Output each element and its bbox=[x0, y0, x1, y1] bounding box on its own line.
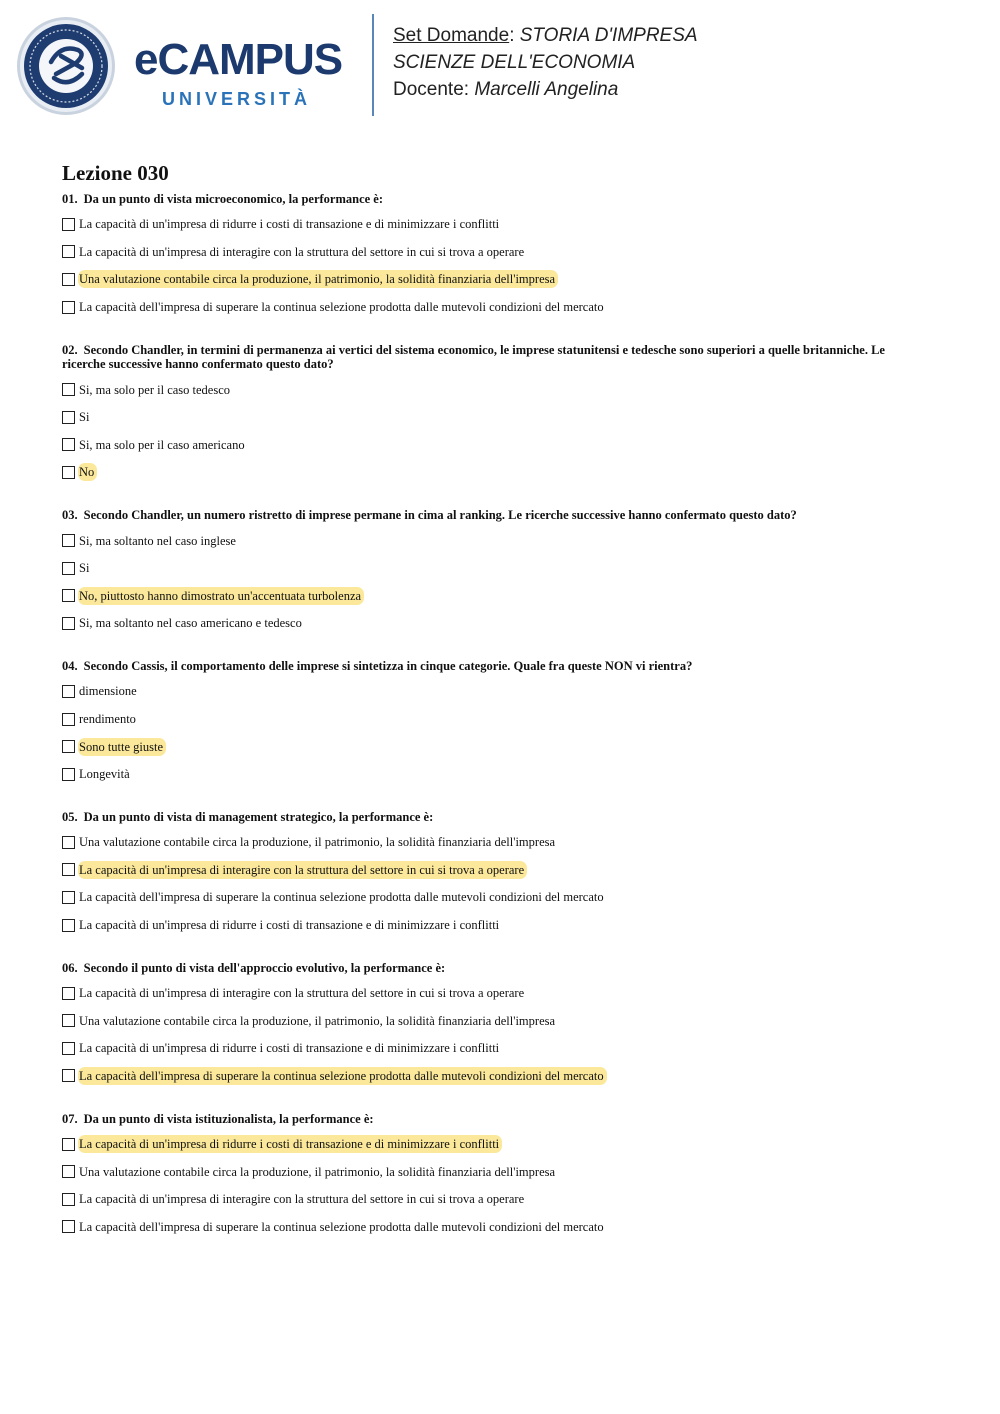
answer-text: Una valutazione contabile circa la produzione, il patrimonio, la solidità finanziaria dell'impresa bbox=[79, 835, 556, 850]
answer-text-highlighted: La capacità dell'impresa di superare la continua selezione prodotta dalle mutevoli condizioni del mercato bbox=[78, 1067, 607, 1085]
checkbox-icon[interactable] bbox=[62, 1014, 75, 1027]
answer-text: Si bbox=[79, 410, 90, 425]
answer-option[interactable] bbox=[62, 911, 942, 939]
question-label: Da un punto di vista microeconomico, la performance è: bbox=[83, 192, 384, 206]
checkbox-icon[interactable] bbox=[62, 562, 75, 575]
answer-option[interactable] bbox=[62, 266, 942, 294]
question-text bbox=[62, 659, 942, 674]
checkbox-icon[interactable] bbox=[62, 438, 75, 451]
checkbox-icon[interactable] bbox=[62, 987, 75, 1000]
question-number: 04. bbox=[62, 659, 78, 674]
checkbox-icon[interactable] bbox=[62, 1193, 75, 1206]
answer-text-highlighted: No bbox=[78, 463, 97, 481]
answer-text-highlighted: Una valutazione contabile circa la produzione, il patrimonio, la solidità finanziaria dell'impresa bbox=[78, 270, 558, 288]
question-number: 03. bbox=[62, 508, 78, 523]
checkbox-icon[interactable] bbox=[62, 740, 75, 753]
answer-option[interactable] bbox=[62, 527, 942, 555]
answer-option[interactable] bbox=[62, 1062, 942, 1090]
answer-option[interactable] bbox=[62, 856, 942, 884]
answer-text-highlighted: No, piuttosto hanno dimostrato un'accentuata turbolenza bbox=[78, 587, 364, 605]
answer-option[interactable] bbox=[62, 733, 942, 761]
question-block bbox=[62, 1112, 942, 1241]
answer-text: La capacità di un'impresa di interagire con la struttura del settore in cui si trova a operare bbox=[79, 1192, 525, 1207]
set-value: STORIA D'IMPRESA bbox=[519, 25, 698, 46]
set-domande-line: Set Domande: STORIA D'IMPRESA bbox=[393, 25, 698, 46]
question-label: Secondo il punto di vista dell'approccio evolutivo, la performance è: bbox=[83, 960, 446, 975]
answer-option[interactable] bbox=[62, 403, 942, 431]
checkbox-icon[interactable] bbox=[62, 863, 75, 876]
universita-wordmark: UNIVERSITÀ bbox=[162, 89, 312, 109]
checkbox-icon[interactable] bbox=[62, 836, 75, 849]
question-block bbox=[62, 343, 942, 486]
answer-text-highlighted: Sono tutte giuste bbox=[78, 738, 166, 756]
ecampus-seal-icon bbox=[16, 16, 116, 116]
answer-text: La capacità dell'impresa di superare la continua selezione prodotta dalle mutevoli condizioni del mercato bbox=[79, 890, 604, 905]
answer-option[interactable] bbox=[62, 582, 942, 610]
set-label: Set Domande bbox=[393, 25, 510, 46]
teacher-name: Marcelli Angelina bbox=[474, 79, 619, 100]
question-block bbox=[62, 508, 942, 637]
question-block bbox=[62, 961, 942, 1090]
question-text bbox=[62, 1112, 942, 1127]
question-text bbox=[62, 192, 942, 207]
answer-text: La capacità di un'impresa di interagire con la struttura del settore in cui si trova a operare bbox=[79, 244, 525, 259]
answer-option[interactable] bbox=[62, 431, 942, 459]
checkbox-icon[interactable] bbox=[62, 1069, 75, 1082]
answer-text: Una valutazione contabile circa la produzione, il patrimonio, la solidità finanziaria dell'impresa bbox=[79, 1013, 556, 1028]
checkbox-icon[interactable] bbox=[62, 589, 75, 602]
answer-text: rendimento bbox=[79, 712, 136, 727]
checkbox-icon[interactable] bbox=[62, 383, 75, 396]
checkbox-icon[interactable] bbox=[62, 273, 75, 286]
question-block bbox=[62, 810, 942, 939]
answer-option[interactable] bbox=[62, 554, 942, 582]
question-label: Da un punto di vista di management strategico, la performance è: bbox=[83, 810, 434, 824]
ecampus-wordmark: eCAMPUS bbox=[134, 35, 343, 84]
answer-text: La capacità di un'impresa di ridurre i costi di transazione e di minimizzare i conflitti bbox=[79, 918, 500, 933]
checkbox-icon[interactable] bbox=[62, 891, 75, 904]
question-text bbox=[62, 810, 942, 825]
checkbox-icon[interactable] bbox=[62, 218, 75, 231]
answer-option[interactable] bbox=[62, 1007, 942, 1035]
checkbox-icon[interactable] bbox=[62, 713, 75, 726]
question-label: Da un punto di vista istituzionalista, la performance è: bbox=[83, 1111, 374, 1126]
checkbox-icon[interactable] bbox=[62, 919, 75, 932]
answer-option[interactable] bbox=[62, 1035, 942, 1063]
question-block bbox=[62, 192, 942, 321]
checkbox-icon[interactable] bbox=[62, 1138, 75, 1151]
checkbox-icon[interactable] bbox=[62, 1042, 75, 1055]
course-line bbox=[393, 51, 635, 75]
answer-text: Si bbox=[79, 561, 90, 576]
answer-text: Si, ma solo per il caso tedesco bbox=[79, 382, 231, 397]
answer-option[interactable] bbox=[62, 459, 942, 487]
course-name: SCIENZE DELL'ECONOMIA bbox=[393, 52, 636, 73]
question-label: Secondo Cassis, il comportamento delle imprese si sintetizza in cinque categorie. Quale fra queste NON vi rientra? bbox=[83, 659, 693, 674]
answer-text: Longevità bbox=[79, 767, 130, 782]
questions-list bbox=[62, 192, 942, 1241]
answer-option[interactable] bbox=[62, 376, 942, 404]
answer-option[interactable] bbox=[62, 884, 942, 912]
answer-option[interactable] bbox=[62, 1213, 942, 1241]
answer-option[interactable] bbox=[62, 1130, 942, 1158]
checkbox-icon[interactable] bbox=[62, 1165, 75, 1178]
teacher-label: Docente: bbox=[393, 79, 470, 100]
checkbox-icon[interactable] bbox=[62, 301, 75, 314]
question-text bbox=[62, 961, 942, 976]
question-number: 06. bbox=[62, 960, 78, 975]
answer-text-highlighted: La capacità di un'impresa di interagire con la struttura del settore in cui si trova a operare bbox=[78, 861, 527, 879]
lesson-title: Lezione 030 bbox=[62, 161, 169, 185]
question-number: 05. bbox=[62, 810, 78, 824]
question-set bbox=[62, 160, 942, 1241]
checkbox-icon[interactable] bbox=[62, 685, 75, 698]
answer-option[interactable] bbox=[62, 293, 942, 321]
question-text bbox=[62, 343, 942, 372]
question-block bbox=[62, 659, 942, 788]
answer-option[interactable] bbox=[62, 678, 942, 706]
answer-option[interactable] bbox=[62, 829, 942, 857]
answer-option[interactable] bbox=[62, 979, 942, 1007]
answer-text: La capacità di un'impresa di interagire con la struttura del settore in cui si trova a operare bbox=[79, 986, 525, 1001]
checkbox-icon[interactable] bbox=[62, 534, 75, 547]
answer-text: La capacità dell'impresa di superare la continua selezione prodotta dalle mutevoli condizioni del mercato bbox=[79, 300, 604, 315]
answer-option[interactable] bbox=[62, 610, 942, 638]
answer-text: La capacità di un'impresa di ridurre i costi di transazione e di minimizzare i conflitti bbox=[79, 1041, 500, 1056]
checkbox-icon[interactable] bbox=[62, 245, 75, 258]
answer-option[interactable] bbox=[62, 705, 942, 733]
checkbox-icon[interactable] bbox=[62, 411, 75, 424]
checkbox-icon[interactable] bbox=[62, 617, 75, 630]
answer-text-highlighted: La capacità di un'impresa di ridurre i costi di transazione e di minimizzare i conflitti bbox=[78, 1135, 502, 1153]
answer-option[interactable] bbox=[62, 211, 942, 239]
answer-text: Si, ma soltanto nel caso americano e tedesco bbox=[79, 616, 302, 631]
page-header bbox=[0, 0, 1000, 130]
question-label: Secondo Chandler, in termini di permanenza ai vertici del sistema economico, le imprese statunitensi e tedesche sono superiori a quelle britanniche. Le ricerche successive hanno confermato questo dato? bbox=[62, 342, 885, 372]
answer-text: Una valutazione contabile circa la produzione, il patrimonio, la solidità finanziaria dell'impresa bbox=[79, 1164, 556, 1179]
question-number: 02. bbox=[62, 342, 78, 357]
answer-text: Si, ma soltanto nel caso inglese bbox=[79, 533, 236, 548]
teacher-line bbox=[393, 78, 618, 102]
checkbox-icon[interactable] bbox=[62, 466, 75, 479]
question-label: Secondo Chandler, un numero ristretto di imprese permane in cima al ranking. Le ricerche successive hanno confermato questo dato? bbox=[83, 508, 797, 523]
checkbox-icon[interactable] bbox=[62, 1220, 75, 1233]
question-number: 01. bbox=[62, 192, 78, 206]
answer-text: Si, ma solo per il caso americano bbox=[79, 437, 245, 452]
question-text bbox=[62, 508, 942, 523]
answer-option[interactable] bbox=[62, 238, 942, 266]
header-divider bbox=[372, 14, 374, 116]
answer-text: dimensione bbox=[79, 684, 137, 699]
question-number: 07. bbox=[62, 1111, 78, 1126]
answer-option[interactable] bbox=[62, 1158, 942, 1186]
checkbox-icon[interactable] bbox=[62, 768, 75, 781]
answer-option[interactable] bbox=[62, 1185, 942, 1213]
answer-text: La capacità dell'impresa di superare la continua selezione prodotta dalle mutevoli condizioni del mercato bbox=[79, 1219, 604, 1234]
answer-text: La capacità di un'impresa di ridurre i costi di transazione e di minimizzare i conflitti bbox=[79, 217, 500, 232]
answer-option[interactable] bbox=[62, 760, 942, 788]
